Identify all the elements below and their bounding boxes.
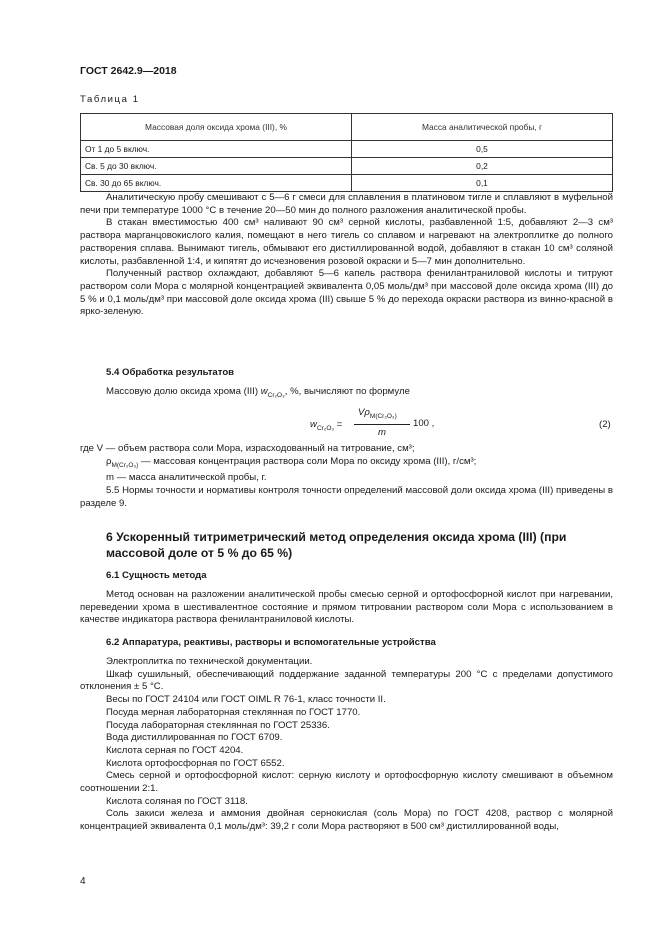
document-header: ГОСТ 2642.9—2018 [80, 65, 177, 77]
table-caption: Таблица 1 [80, 94, 140, 105]
table-row [81, 141, 613, 158]
formula-intro-text: Массовую долю оксида хрома (III) [106, 386, 261, 397]
formula [310, 407, 470, 443]
table-cell: Св. 30 до 65 включ. [81, 175, 352, 192]
section-6-1-title: 6.1 Сущность метода [106, 570, 207, 581]
formula-intro-text: , %, вычисляют по формуле [284, 386, 410, 397]
paragraph: Полученный раствор охлаждают, добавляют 5—6 капель раствора фенилантраниловой кислоты и титруют раствором соли Мора с молярной концентрацией эквивалента 0,05 моль/дм³ при массовой доле оксида хрома (III) до 5 % и 0,1 моль/дм³ при массовой доле оксида хрома (III) свыше 5 % до перехода окраски раствора из винно-красной в ярко-зеленую. [80, 268, 613, 318]
list-item: Электроплитка по технической документации. [106, 656, 313, 667]
formula-numerator: $V\rho_{M(Cr_2O_3)}$ [358, 407, 397, 420]
table-header-cell: Масса аналитической пробы, г [352, 114, 613, 141]
formula-tail: 100 , [413, 418, 435, 429]
list-item: Кислота ортофосфорная по ГОСТ 6552. [106, 757, 285, 769]
table-row [81, 158, 613, 175]
page-number: 4 [80, 876, 86, 887]
section-6-2-title: 6.2 Аппаратура, реактивы, растворы и вспомогательные устройства [106, 637, 436, 648]
formula-number: (2) [599, 419, 611, 430]
list-item: Соль закиси железа и аммония двойная сернокислая (соль Мора) по ГОСТ 4208, раствор с молярной концентрацией эквивалента 0,1 моль/дм³: 39,2 г соли Мора растворяют в 500 см³ дистиллированной воды, [80, 808, 613, 833]
list-item: Кислота соляная по ГОСТ 3118. [106, 795, 248, 807]
table-cell: 0,1 [352, 175, 613, 192]
formula-intro [106, 386, 613, 403]
table-header-cell: Массовая доля оксида хрома (III), % [81, 114, 352, 141]
section-6-title: 6 Ускоренный титриметрический метод определения оксида хрома (III) (при массовой доле от 5 % до 65 %) [106, 530, 567, 560]
fraction-bar [354, 424, 410, 425]
paragraph-5-5: 5.5 Нормы точности и нормативы контроля точности определений массовой доли оксида хрома (III) приведены в разделе 9. [80, 485, 613, 509]
formula-legend [80, 443, 613, 510]
equipment-list [80, 656, 613, 834]
legend-rho: $\rho_{M(Cr_2O_3)}$ — массовая концентрация раствора соли Мора по оксиду хрома (III), г/см³; [106, 455, 477, 469]
table-cell: 0,5 [352, 141, 613, 158]
list-item: Посуда лабораторная стеклянная по ГОСТ 25336. [106, 719, 330, 731]
formula-lhs: $w_{Cr_2O_3}$ = [310, 419, 343, 432]
list-item: Шкаф сушильный, обеспечивающий поддержание заданной температуры 200 °С с пределами допустимого отклонения ± 5 °С. [80, 668, 613, 693]
list-item: Кислота серная по ГОСТ 4204. [106, 744, 244, 756]
list-item: Посуда мерная лабораторная стеклянная по ГОСТ 1770. [106, 706, 361, 718]
list-item: Вода дистиллированная по ГОСТ 6709. [106, 732, 283, 744]
body-paragraphs [80, 192, 613, 319]
table-cell: Св. 5 до 30 включ. [81, 158, 352, 175]
formula-intro-var: w [260, 386, 268, 397]
list-item: Смесь серной и ортофосфорной кислот: серную кислоту и ортофосфорную кислоту смешивают в объемном соотношении 2:1. [80, 770, 613, 795]
formula-intro-sub: Cr₂O₃ [267, 391, 285, 399]
formula-denominator: m [378, 427, 386, 438]
section-5-4-title: 5.4 Обработка результатов [106, 367, 235, 378]
table-cell: 0,2 [352, 158, 613, 175]
table-row [81, 175, 613, 192]
table-cell: От 1 до 5 включ. [81, 141, 352, 158]
data-table [80, 113, 613, 192]
section-6-1-text: Метод основан на разложении аналитической пробы смесью серной и ортофосфорной кислот при нагревании, переведении хрома в шестивалентное состояние и прямом титровании раствором соли Мора с использованием в качестве индикатора раствора фенилантраниловой кислоты. [80, 589, 613, 626]
legend-m: m — масса аналитической пробы, г. [106, 472, 267, 484]
table-header-row [81, 114, 613, 141]
legend-v: где V — объем раствора соли Мора, израсходованный на титрование, см³; [80, 443, 415, 454]
paragraph: Аналитическую пробу смешивают с 5—6 г смеси для сплавления в платиновом тигле и сплавляют в муфельной печи при температуре 1000 °С в течение 20—50 мин до полного разложения аналитической пробы. [80, 192, 613, 216]
list-item: Весы по ГОСТ 24104 или ГОСТ OIML R 76-1, класс точности II. [106, 694, 386, 706]
paragraph: В стакан вместимостью 400 см³ наливают 90 см³ серной кислоты, разбавленной 1:5, добавляют 2—3 см³ раствора марганцовокислого калия, помещают в него тигель со сплавом и нагревают на электроплитке до полного растворения сплава. Вынимают тигель, обмывают его дистиллированной водой, добавляют в стакан 10 см³ соляной кислоты, разбавленной 1:4, и кипятят до исчезновения розовой окраски и 5—7 мин дополнительно. [80, 217, 613, 267]
